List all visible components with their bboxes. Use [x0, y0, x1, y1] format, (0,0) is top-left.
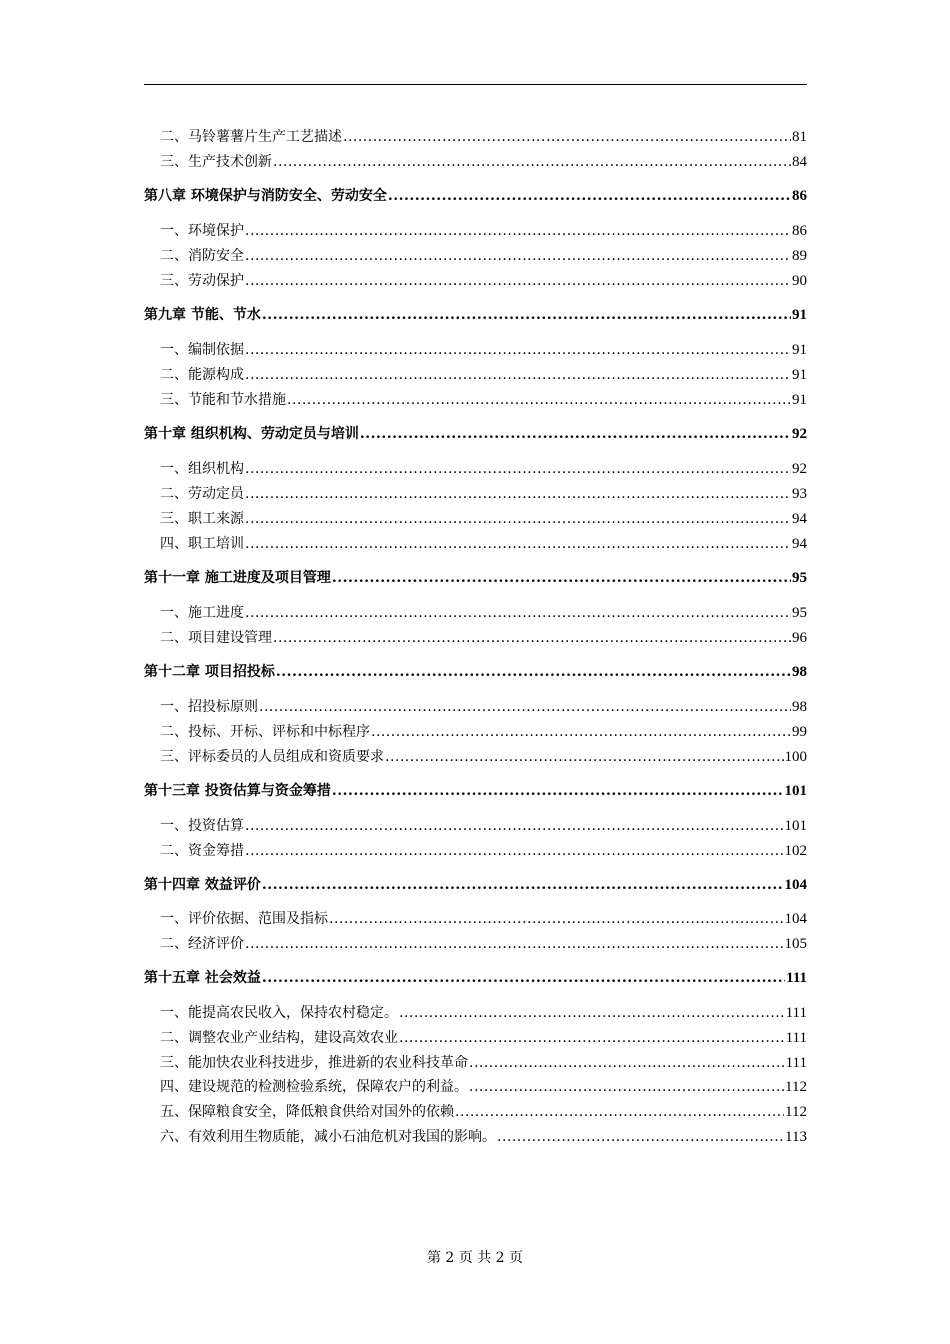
toc-entry-title: 三、职工来源	[160, 511, 244, 527]
toc-dot-leader	[262, 969, 785, 987]
toc-entry-title: 五、保障粮食安全，降低粮食供给对国外的依赖	[160, 1104, 454, 1120]
toc-entry-title: 第十五章 社会效益	[144, 970, 261, 986]
toc-entry-page-number: 90	[792, 273, 807, 289]
toc-entry-page-number: 91	[792, 342, 807, 358]
toc-entry-page-number: 104	[784, 877, 807, 893]
toc-dot-leader	[385, 748, 784, 766]
toc-entry-title: 第十二章 项目招投标	[144, 664, 275, 680]
toc-dot-leader	[332, 569, 791, 587]
toc-dot-leader	[245, 604, 791, 622]
toc-entry-page-number: 92	[792, 426, 807, 442]
toc-section-entry[interactable]	[160, 935, 807, 953]
toc-entry-title: 三、能加快农业科技进步，推进新的农业科技革命	[160, 1055, 468, 1071]
toc-entry-page-number: 104	[784, 911, 807, 927]
toc-dot-leader	[388, 187, 791, 205]
toc-entry-title: 二、调整农业产业结构，建设高效农业	[160, 1030, 398, 1046]
toc-entry-title: 一、施工进度	[160, 605, 244, 621]
toc-chapter-entry[interactable]	[144, 187, 807, 205]
toc-dot-leader	[455, 1103, 784, 1121]
toc-section-entry[interactable]	[160, 842, 807, 860]
toc-entry-page-number: 86	[792, 188, 807, 204]
toc-section-entry[interactable]	[160, 817, 807, 835]
toc-chapter-entry[interactable]	[144, 425, 807, 443]
toc-entry-page-number: 111	[785, 1055, 807, 1071]
toc-section-entry[interactable]	[160, 510, 807, 528]
toc-section-entry[interactable]	[160, 910, 807, 928]
toc-dot-leader	[332, 782, 784, 800]
toc-entry-title: 三、劳动保护	[160, 273, 244, 289]
toc-dot-leader	[276, 663, 791, 681]
toc-entry-title: 二、资金筹措	[160, 843, 244, 859]
toc-dot-leader	[245, 842, 784, 860]
toc-entry-page-number: 84	[792, 154, 807, 170]
toc-entry-page-number: 99	[792, 724, 807, 740]
toc-entry-page-number: 113	[785, 1129, 807, 1145]
toc-entry-title: 三、评标委员的人员组成和资质要求	[160, 749, 384, 765]
toc-dot-leader	[245, 247, 791, 265]
toc-entry-title: 四、建设规范的检测检验系统，保障农户的利益。	[160, 1079, 468, 1095]
toc-dot-leader	[245, 272, 791, 290]
toc-entry-title: 第十章 组织机构、劳动定员与培训	[144, 426, 359, 442]
toc-dot-leader	[497, 1128, 784, 1146]
toc-section-entry[interactable]	[160, 222, 807, 240]
toc-chapter-entry[interactable]	[144, 663, 807, 681]
toc-entry-page-number: 95	[792, 605, 807, 621]
toc-entry-title: 三、生产技术创新	[160, 154, 272, 170]
toc-entry-page-number: 95	[792, 570, 807, 586]
toc-entry-page-number: 89	[792, 248, 807, 264]
toc-entry-title: 一、评价依据、范围及指标	[160, 911, 328, 927]
toc-entry-title: 二、投标、开标、评标和中标程序	[160, 724, 370, 740]
toc-dot-leader	[245, 935, 784, 953]
toc-entry-page-number: 100	[784, 749, 807, 765]
toc-section-entry[interactable]	[160, 1103, 807, 1121]
toc-dot-leader	[343, 128, 791, 146]
toc-entry-title: 一、编制依据	[160, 342, 244, 358]
toc-section-entry[interactable]	[160, 153, 807, 171]
toc-entry-title: 一、能提高农民收入，保持农村稳定。	[160, 1005, 398, 1021]
toc-entry-page-number: 111	[785, 1005, 807, 1021]
toc-entry-title: 一、组织机构	[160, 461, 244, 477]
toc-section-entry[interactable]	[160, 604, 807, 622]
toc-entry-title: 一、环境保护	[160, 223, 244, 239]
toc-chapter-entry[interactable]	[144, 569, 807, 587]
toc-chapter-entry[interactable]	[144, 969, 807, 987]
toc-entry-title: 二、消防安全	[160, 248, 244, 264]
toc-entry-page-number: 98	[792, 664, 807, 680]
toc-section-entry[interactable]	[160, 723, 807, 741]
toc-dot-leader	[273, 153, 791, 171]
toc-dot-leader	[245, 460, 791, 478]
toc-entry-page-number: 92	[792, 461, 807, 477]
toc-entry-page-number: 86	[792, 223, 807, 239]
toc-dot-leader	[329, 910, 784, 928]
toc-dot-leader	[259, 698, 791, 716]
toc-entry-title: 第九章 节能、节水	[144, 307, 261, 323]
toc-section-entry[interactable]	[160, 272, 807, 290]
toc-entry-page-number: 105	[784, 936, 807, 952]
toc-section-entry[interactable]	[160, 698, 807, 716]
toc-entry-title: 三、节能和节水措施	[160, 392, 286, 408]
toc-entry-page-number: 98	[792, 699, 807, 715]
toc-entry-page-number: 91	[792, 367, 807, 383]
toc-section-entry[interactable]	[160, 460, 807, 478]
toc-entry-page-number: 96	[792, 630, 807, 646]
toc-entry-title: 二、能源构成	[160, 367, 244, 383]
toc-dot-leader	[360, 425, 791, 443]
toc-dot-leader	[245, 341, 791, 359]
toc-section-entry[interactable]	[160, 748, 807, 766]
toc-entry-page-number: 102	[784, 843, 807, 859]
toc-entry-title: 二、经济评价	[160, 936, 244, 952]
toc-entry-title: 二、项目建设管理	[160, 630, 272, 646]
toc-dot-leader	[245, 222, 791, 240]
toc-section-entry[interactable]	[160, 535, 807, 553]
toc-dot-leader	[399, 1004, 785, 1022]
toc-entry-page-number: 94	[792, 536, 807, 552]
toc-entry-title: 二、劳动定员	[160, 486, 244, 502]
toc-entry-title: 一、招投标原则	[160, 699, 258, 715]
toc-entry-page-number: 112	[785, 1104, 807, 1120]
toc-dot-leader	[469, 1054, 785, 1072]
toc-entry-title: 六、有效利用生物质能，减小石油危机对我国的影响。	[160, 1129, 496, 1145]
toc-dot-leader	[469, 1078, 784, 1096]
toc-dot-leader	[287, 391, 791, 409]
toc-entry-page-number: 91	[792, 307, 807, 323]
toc-entry-title: 四、职工培训	[160, 536, 244, 552]
toc-entry-title: 第八章 环境保护与消防安全、劳动安全	[144, 188, 387, 204]
page-footer: 第 2 页 共 2 页	[426, 1250, 524, 1266]
toc-section-entry[interactable]	[160, 128, 807, 146]
toc-dot-leader	[245, 817, 784, 835]
toc-section-entry[interactable]	[160, 485, 807, 503]
toc-entry-title: 第十四章 效益评价	[144, 877, 261, 893]
toc-dot-leader	[245, 485, 791, 503]
toc-dot-leader	[245, 510, 791, 528]
toc-section-entry[interactable]	[160, 1128, 807, 1146]
toc-section-entry[interactable]	[160, 1054, 807, 1072]
toc-entry-page-number: 112	[785, 1079, 807, 1095]
toc-entry-page-number: 111	[785, 1030, 807, 1046]
toc-section-entry[interactable]	[160, 391, 807, 409]
toc-dot-leader	[371, 723, 791, 741]
toc-section-entry[interactable]	[160, 629, 807, 647]
toc-dot-leader	[262, 306, 791, 324]
toc-section-entry[interactable]	[160, 366, 807, 384]
toc-entry-page-number: 94	[792, 511, 807, 527]
toc-chapter-entry[interactable]	[144, 782, 807, 800]
toc-dot-leader	[245, 535, 791, 553]
toc-section-entry[interactable]	[160, 1078, 807, 1096]
toc-chapter-entry[interactable]	[144, 306, 807, 324]
toc-entry-page-number: 91	[792, 392, 807, 408]
toc-entry-page-number: 111	[786, 970, 807, 986]
toc-entry-page-number: 101	[784, 783, 807, 799]
toc-section-entry[interactable]	[160, 1029, 807, 1047]
toc-entry-page-number: 93	[792, 486, 807, 502]
toc-dot-leader	[273, 629, 791, 647]
toc-dot-leader	[262, 876, 784, 894]
toc-entry-title: 第十一章 施工进度及项目管理	[144, 570, 331, 586]
toc-entry-title: 一、投资估算	[160, 818, 244, 834]
toc-entry-page-number: 81	[792, 129, 807, 145]
toc-entry-title: 第十三章 投资估算与资金筹措	[144, 783, 331, 799]
toc-dot-leader	[399, 1029, 785, 1047]
toc-entry-page-number: 101	[784, 818, 807, 834]
toc-dot-leader	[245, 366, 791, 384]
toc-entry-title: 二、马铃薯薯片生产工艺描述	[160, 129, 342, 145]
toc-chapter-entry[interactable]	[144, 876, 807, 894]
toc-section-entry[interactable]	[160, 1004, 807, 1022]
toc-section-entry[interactable]	[160, 341, 807, 359]
toc-section-entry[interactable]	[160, 247, 807, 265]
